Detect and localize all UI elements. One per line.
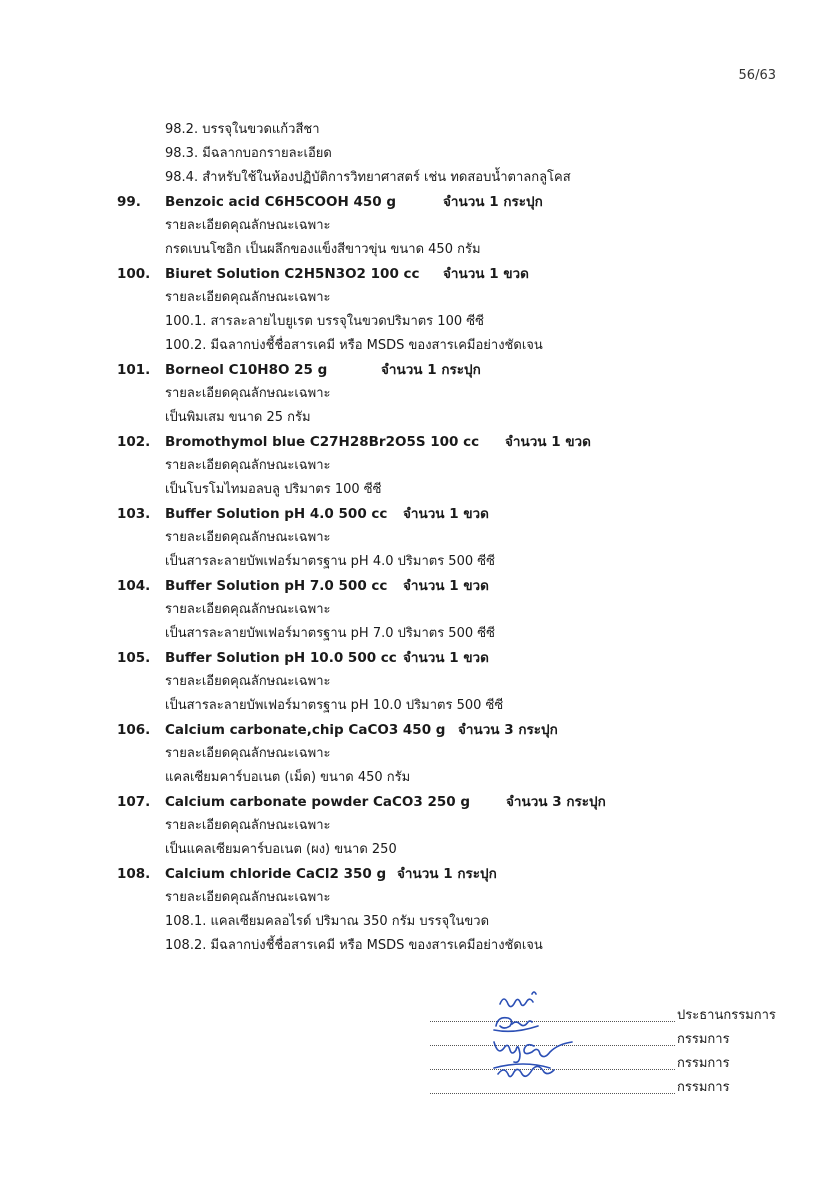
chemical-item	[0, 862, 834, 886]
detail-line: รายละเอียดคุณลักษณะเฉพาะ	[165, 602, 331, 617]
signature-line	[430, 1052, 810, 1076]
detail-text	[0, 286, 834, 310]
detail-line: รายละเอียดคุณลักษณะเฉพาะ	[165, 386, 331, 401]
sub-item-text: 100.1. สารละลายไบยูเรต บรรจุในขวดปริมาตร 100 ซีซี	[165, 314, 484, 329]
detail-text	[0, 886, 834, 910]
sub-item-text: 100.2. มีฉลากบ่งชี้ชื่อสารเคมี หรือ MSDS ของสารเคมีอย่างชัดเจน	[165, 338, 543, 353]
page-number: 56/63	[738, 68, 776, 83]
chemical-item	[0, 718, 834, 742]
item-number: 107.	[117, 794, 151, 810]
signature-line	[430, 1004, 810, 1028]
sub-item-text: 108.1. แคลเซียมคลอไรด์ ปริมาณ 350 กรัม บรรจุในขวด	[165, 914, 490, 929]
sub-item	[0, 142, 834, 166]
detail-text	[0, 550, 834, 574]
detail-text	[0, 454, 834, 478]
chemical-item	[0, 190, 834, 214]
item-number: 101.	[117, 362, 151, 378]
signatory-role: ประธานกรรมการ	[677, 1008, 776, 1023]
detail-line: เป็นโบรโมไทมอลบลู ปริมาตร 100 ซีซี	[165, 482, 382, 497]
detail-line: เป็นสารละลายบัพเฟอร์มาตรฐาน pH 10.0 ปริมาตร 500 ซีซี	[165, 698, 504, 713]
item-quantity: จำนวน 1 ขวด	[443, 266, 529, 282]
chemical-item	[0, 646, 834, 670]
detail-line: กรดเบนโซอิก เป็นผลึกของแข็งสีขาวขุ่น ขนาด 450 กรัม	[165, 242, 481, 257]
item-name: Buffer Solution pH 7.0 500 cc	[165, 578, 388, 594]
item-name: Calcium carbonate,chip CaCO3 450 g	[165, 722, 446, 738]
detail-text	[0, 406, 834, 430]
chemical-item	[0, 430, 834, 454]
signature-line	[430, 1076, 810, 1100]
sub-item	[0, 118, 834, 142]
item-name: Calcium carbonate powder CaCO3 250 g	[165, 794, 471, 810]
signature-block	[430, 1004, 810, 1100]
detail-text	[0, 382, 834, 406]
item-quantity: จำนวน 1 ขวด	[403, 578, 489, 594]
signature-line	[430, 1028, 810, 1052]
item-name: Calcium chloride CaCl2 350 g	[165, 866, 387, 882]
item-quantity: จำนวน 3 กระปุก	[458, 722, 558, 738]
sub-item-text: 98.3. มีฉลากบอกรายละเอียด	[165, 146, 332, 161]
detail-text	[0, 670, 834, 694]
document-body	[0, 118, 834, 958]
detail-text	[0, 622, 834, 646]
item-name: Buffer Solution pH 4.0 500 cc	[165, 506, 388, 522]
detail-text	[0, 478, 834, 502]
item-quantity: จำนวน 3 กระปุก	[506, 794, 606, 810]
detail-line: รายละเอียดคุณลักษณะเฉพาะ	[165, 458, 331, 473]
item-name: Borneol C10H8O 25 g	[165, 362, 328, 378]
detail-text	[0, 238, 834, 262]
detail-line: เป็นแคลเซียมคาร์บอเนต (ผง) ขนาด 250	[165, 842, 397, 857]
item-name: Biuret Solution C2H5N3O2 100 cc	[165, 266, 420, 282]
sub-item	[0, 334, 834, 358]
sub-item	[0, 934, 834, 958]
item-number: 99.	[117, 194, 141, 210]
detail-line: รายละเอียดคุณลักษณะเฉพาะ	[165, 530, 331, 545]
item-number: 106.	[117, 722, 151, 738]
item-name: Benzoic acid C6H5COOH 450 g	[165, 194, 397, 210]
item-quantity: จำนวน 1 กระปุก	[397, 866, 497, 882]
signatory-role: กรรมการ	[677, 1032, 730, 1047]
item-number: 102.	[117, 434, 151, 450]
detail-text	[0, 598, 834, 622]
item-quantity: จำนวน 1 กระปุก	[381, 362, 481, 378]
item-number: 108.	[117, 866, 151, 882]
item-number: 105.	[117, 650, 151, 666]
detail-text	[0, 694, 834, 718]
chemical-item	[0, 262, 834, 286]
handwritten-signature	[490, 1062, 600, 1097]
detail-line: รายละเอียดคุณลักษณะเฉพาะ	[165, 890, 331, 905]
signatory-role: กรรมการ	[677, 1080, 730, 1095]
detail-line: เป็นสารละลายบัพเฟอร์มาตรฐาน pH 4.0 ปริมาตร 500 ซีซี	[165, 554, 495, 569]
item-quantity: จำนวน 1 กระปุก	[443, 194, 543, 210]
item-number: 103.	[117, 506, 151, 522]
sub-item	[0, 910, 834, 934]
chemical-item	[0, 502, 834, 526]
detail-text	[0, 526, 834, 550]
sub-item-text: 108.2. มีฉลากบ่งชี้ชื่อสารเคมี หรือ MSDS ของสารเคมีอย่างชัดเจน	[165, 938, 543, 953]
item-quantity: จำนวน 1 ขวด	[505, 434, 591, 450]
detail-line: รายละเอียดคุณลักษณะเฉพาะ	[165, 818, 331, 833]
sub-item-text: 98.4. สำหรับใช้ในห้องปฏิบัติการวิทยาศาสตร์ เช่น ทดสอบน้ำตาลกลูโคส	[165, 170, 571, 185]
item-quantity: จำนวน 1 ขวด	[403, 650, 489, 666]
detail-line: เป็นสารละลายบัพเฟอร์มาตรฐาน pH 7.0 ปริมาตร 500 ซีซี	[165, 626, 495, 641]
detail-text	[0, 838, 834, 862]
detail-line: รายละเอียดคุณลักษณะเฉพาะ	[165, 290, 331, 305]
item-name: Bromothymol blue C27H28Br2O5S 100 cc	[165, 434, 480, 450]
detail-text	[0, 814, 834, 838]
item-number: 100.	[117, 266, 151, 282]
sub-item	[0, 166, 834, 190]
chemical-item	[0, 574, 834, 598]
detail-text	[0, 214, 834, 238]
detail-line: แคลเซียมคาร์บอเนต (เม็ด) ขนาด 450 กรัม	[165, 770, 411, 785]
detail-line: รายละเอียดคุณลักษณะเฉพาะ	[165, 674, 331, 689]
sub-item-text: 98.2. บรรจุในขวดแก้วสีชา	[165, 122, 320, 137]
chemical-item	[0, 790, 834, 814]
detail-line: รายละเอียดคุณลักษณะเฉพาะ	[165, 746, 331, 761]
detail-text	[0, 766, 834, 790]
detail-text	[0, 742, 834, 766]
signatory-role: กรรมการ	[677, 1056, 730, 1071]
item-number: 104.	[117, 578, 151, 594]
detail-line: เป็นพิมเสม ขนาด 25 กรัม	[165, 410, 311, 425]
chemical-item	[0, 358, 834, 382]
detail-line: รายละเอียดคุณลักษณะเฉพาะ	[165, 218, 331, 233]
item-quantity: จำนวน 1 ขวด	[403, 506, 489, 522]
item-name: Buffer Solution pH 10.0 500 cc	[165, 650, 397, 666]
sub-item	[0, 310, 834, 334]
